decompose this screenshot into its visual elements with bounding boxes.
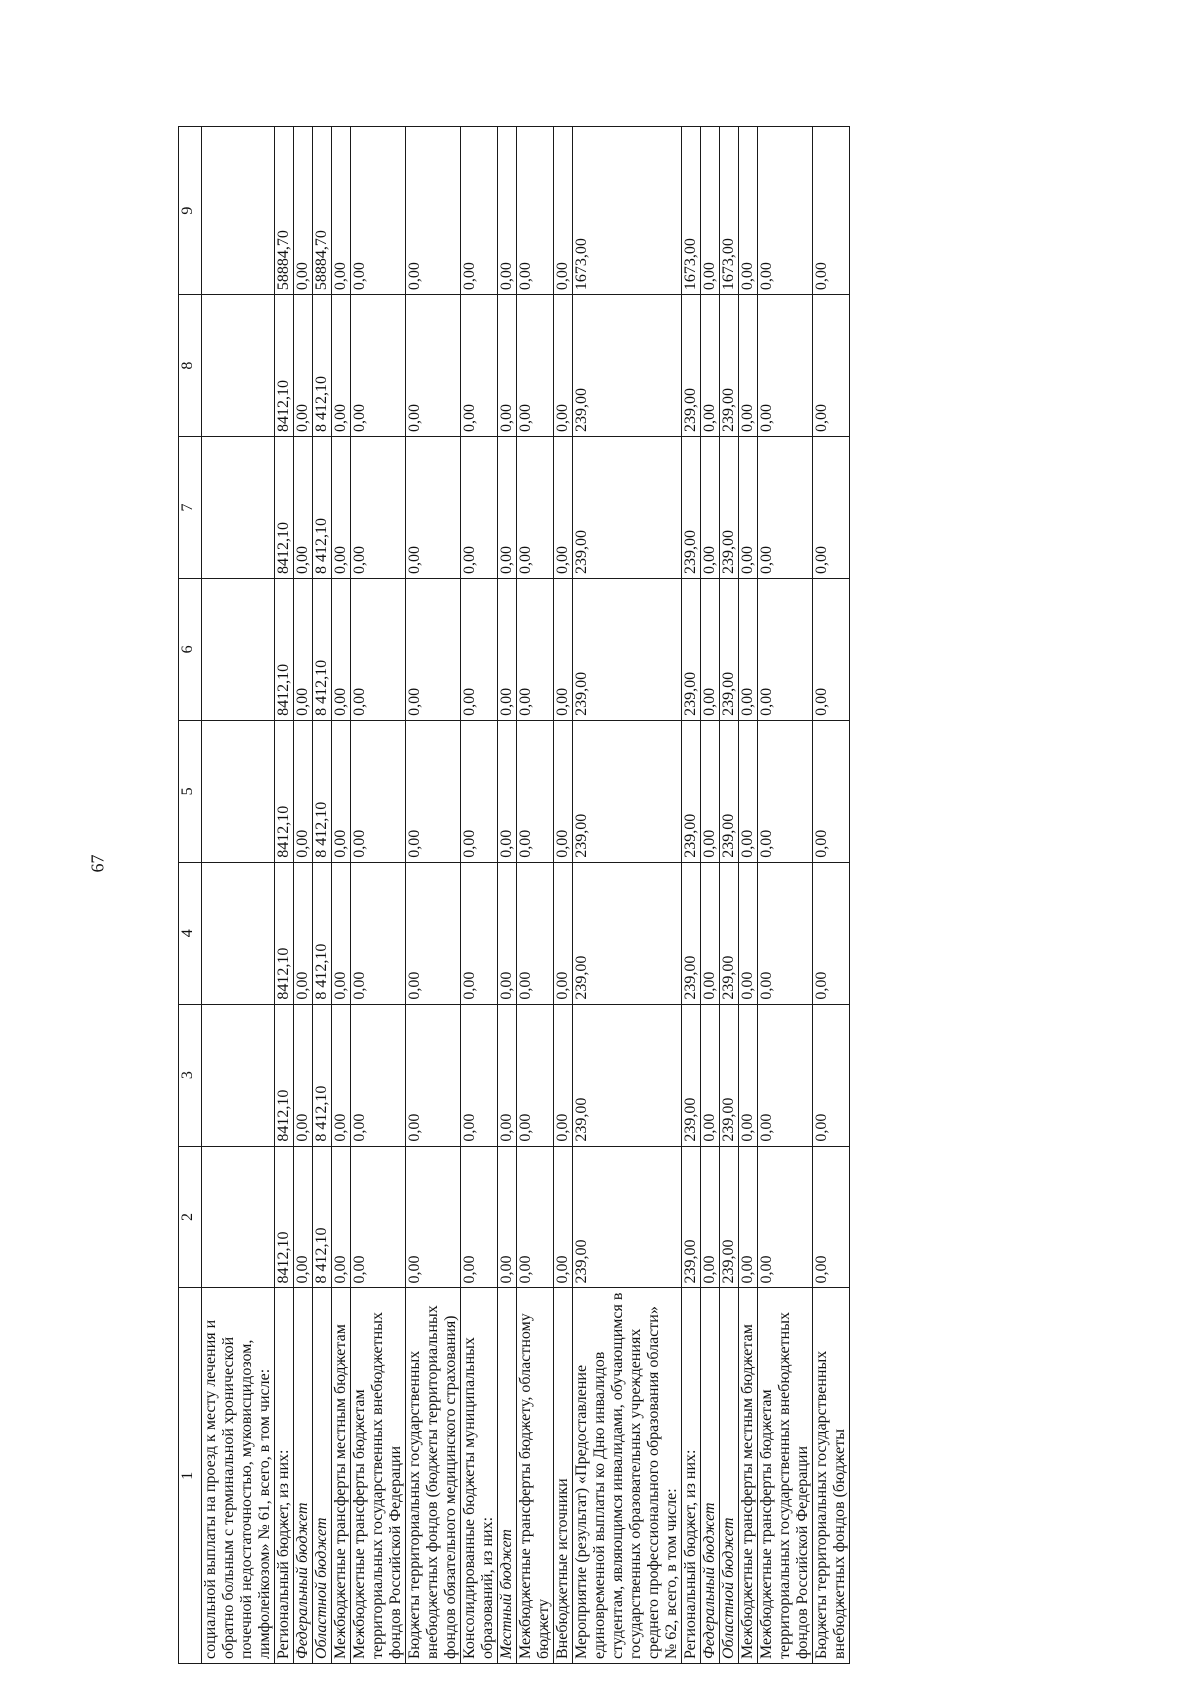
header-row (179, 127, 202, 1664)
column-header: 4 (179, 862, 202, 1004)
value-cell: 8 412,10 (313, 720, 332, 862)
value-cell: 239,00 (573, 578, 682, 720)
table-row (313, 127, 332, 1664)
value-cell: 0,00 (461, 295, 498, 437)
row-label: Межбюджетные трансферты бюджетам территориальных государственных внебюджетных фондов Российской Федерации (758, 1288, 813, 1664)
value-cell: 8412,10 (275, 437, 294, 579)
value-cell: 0,00 (813, 437, 850, 579)
table-row (461, 127, 498, 1664)
column-header: 1 (179, 1288, 202, 1664)
value-cell: 8 412,10 (313, 437, 332, 579)
value-cell: 0,00 (758, 578, 813, 720)
value-cell: 0,00 (406, 437, 461, 579)
value-cell: 0,00 (758, 862, 813, 1004)
value-cell: 0,00 (554, 1146, 573, 1288)
value-cell: 0,00 (701, 720, 720, 862)
value-cell: 0,00 (517, 862, 554, 1004)
value-cell: 0,00 (517, 295, 554, 437)
row-label: Межбюджетные трансферты местным бюджетам (332, 1288, 351, 1664)
value-cell: 0,00 (517, 437, 554, 579)
value-cell: 0,00 (739, 295, 758, 437)
value-cell: 0,00 (517, 578, 554, 720)
value-cell: 0,00 (758, 720, 813, 862)
value-cell: 0,00 (498, 720, 517, 862)
value-cell (202, 437, 275, 579)
value-cell: 1673,00 (573, 127, 682, 295)
value-cell: 239,00 (720, 720, 739, 862)
budget-table (178, 126, 850, 1664)
value-cell: 239,00 (682, 578, 701, 720)
value-cell: 239,00 (720, 862, 739, 1004)
value-cell: 0,00 (498, 127, 517, 295)
value-cell: 0,00 (739, 1004, 758, 1146)
value-cell: 0,00 (461, 862, 498, 1004)
row-label: Внебюджетные источники (554, 1288, 573, 1664)
value-cell: 0,00 (554, 437, 573, 579)
value-cell: 0,00 (517, 720, 554, 862)
value-cell (202, 1004, 275, 1146)
value-cell: 8412,10 (275, 862, 294, 1004)
value-cell (202, 578, 275, 720)
table-row (351, 127, 406, 1664)
column-header: 5 (179, 720, 202, 862)
value-cell: 239,00 (720, 295, 739, 437)
value-cell: 0,00 (461, 1146, 498, 1288)
value-cell: 0,00 (758, 295, 813, 437)
column-header: 2 (179, 1146, 202, 1288)
value-cell: 0,00 (351, 578, 406, 720)
table-row (701, 127, 720, 1664)
value-cell: 8412,10 (275, 1004, 294, 1146)
value-cell: 0,00 (554, 127, 573, 295)
value-cell: 239,00 (682, 1146, 701, 1288)
value-cell: 239,00 (573, 1004, 682, 1146)
table-row (406, 127, 461, 1664)
value-cell: 0,00 (461, 1004, 498, 1146)
value-cell: 239,00 (682, 720, 701, 862)
value-cell: 58884,70 (275, 127, 294, 295)
value-cell: 239,00 (682, 1004, 701, 1146)
value-cell: 0,00 (461, 720, 498, 862)
table-row (517, 127, 554, 1664)
value-cell: 0,00 (498, 1004, 517, 1146)
value-cell: 0,00 (739, 437, 758, 579)
value-cell: 8 412,10 (313, 1146, 332, 1288)
value-cell (202, 862, 275, 1004)
value-cell: 0,00 (351, 1004, 406, 1146)
value-cell: 239,00 (720, 1146, 739, 1288)
value-cell: 8 412,10 (313, 862, 332, 1004)
value-cell: 0,00 (758, 1004, 813, 1146)
value-cell: 0,00 (701, 295, 720, 437)
value-cell: 0,00 (294, 127, 313, 295)
value-cell: 0,00 (554, 862, 573, 1004)
value-cell: 0,00 (332, 1146, 351, 1288)
row-label: Мероприятие (результат) «Предоставление единовременной выплаты ко Дню инвалидов студентам, являющимся инвалидами, обучающимся в государственных образовательных учреждениях среднего профессионального образования области» № 62, всего, в том числе: (573, 1288, 682, 1664)
row-label: Межбюджетные трансферты бюджетам территориальных государственных внебюджетных фондов Российской Федерации (351, 1288, 406, 1664)
value-cell: 0,00 (554, 295, 573, 437)
value-cell: 0,00 (332, 862, 351, 1004)
value-cell: 0,00 (406, 862, 461, 1004)
row-label: Региональный бюджет, из них: (275, 1288, 294, 1664)
table-row (294, 127, 313, 1664)
value-cell (202, 295, 275, 437)
value-cell: 8412,10 (275, 1146, 294, 1288)
table-row (682, 127, 701, 1664)
value-cell: 0,00 (813, 578, 850, 720)
value-cell: 0,00 (701, 127, 720, 295)
value-cell: 8 412,10 (313, 578, 332, 720)
row-label: Межбюджетные трансферты бюджету, областному бюджету (517, 1288, 554, 1664)
value-cell: 0,00 (498, 1146, 517, 1288)
value-cell: 0,00 (701, 1004, 720, 1146)
table-row (554, 127, 573, 1664)
value-cell: 0,00 (294, 437, 313, 579)
value-cell: 8 412,10 (313, 1004, 332, 1146)
table-row (758, 127, 813, 1664)
value-cell: 0,00 (701, 578, 720, 720)
value-cell: 0,00 (739, 862, 758, 1004)
value-cell: 0,00 (554, 1004, 573, 1146)
table-row (332, 127, 351, 1664)
column-header: 7 (179, 437, 202, 579)
row-label: Консолидированные бюджеты муниципальных образований, из них: (461, 1288, 498, 1664)
table-header (179, 127, 202, 1664)
row-label: Федеральный бюджет (701, 1288, 720, 1664)
row-label: Федеральный бюджет (294, 1288, 313, 1664)
value-cell: 0,00 (406, 1146, 461, 1288)
row-label: Межбюджетные трансферты местным бюджетам (739, 1288, 758, 1664)
value-cell: 0,00 (758, 1146, 813, 1288)
value-cell (202, 127, 275, 295)
column-header: 8 (179, 295, 202, 437)
table-row (275, 127, 294, 1664)
row-label: Бюджеты территориальных государственных внебюджетных фондов (бюджеты (813, 1288, 850, 1664)
column-header: 3 (179, 1004, 202, 1146)
value-cell: 239,00 (720, 437, 739, 579)
value-cell: 0,00 (294, 1004, 313, 1146)
value-cell: 0,00 (498, 437, 517, 579)
table-row (720, 127, 739, 1664)
value-cell: 0,00 (351, 1146, 406, 1288)
value-cell: 0,00 (351, 127, 406, 295)
value-cell: 0,00 (332, 437, 351, 579)
value-cell: 8412,10 (275, 720, 294, 862)
value-cell: 0,00 (332, 578, 351, 720)
value-cell: 0,00 (758, 127, 813, 295)
value-cell: 0,00 (517, 1004, 554, 1146)
value-cell: 0,00 (461, 437, 498, 579)
value-cell: 0,00 (351, 295, 406, 437)
value-cell: 0,00 (554, 578, 573, 720)
value-cell: 8412,10 (275, 578, 294, 720)
value-cell: 0,00 (498, 862, 517, 1004)
value-cell: 0,00 (294, 578, 313, 720)
column-header: 6 (179, 578, 202, 720)
value-cell: 0,00 (332, 127, 351, 295)
value-cell: 0,00 (739, 720, 758, 862)
value-cell: 0,00 (294, 720, 313, 862)
table-row (573, 127, 682, 1664)
table-body (202, 127, 850, 1664)
value-cell: 0,00 (351, 437, 406, 579)
value-cell: 239,00 (682, 295, 701, 437)
table-row (498, 127, 517, 1664)
value-cell: 0,00 (758, 437, 813, 579)
value-cell: 0,00 (701, 862, 720, 1004)
value-cell: 239,00 (573, 295, 682, 437)
row-label: Региональный бюджет, из них: (682, 1288, 701, 1664)
value-cell: 0,00 (739, 127, 758, 295)
value-cell: 239,00 (573, 720, 682, 862)
value-cell: 1673,00 (720, 127, 739, 295)
value-cell: 0,00 (517, 1146, 554, 1288)
value-cell: 0,00 (294, 862, 313, 1004)
value-cell: 0,00 (406, 127, 461, 295)
value-cell: 1673,00 (682, 127, 701, 295)
value-cell: 58884,70 (313, 127, 332, 295)
row-label: Областной бюджет (313, 1288, 332, 1664)
value-cell: 0,00 (498, 578, 517, 720)
value-cell: 0,00 (294, 295, 313, 437)
value-cell: 0,00 (813, 1004, 850, 1146)
row-label: Областной бюджет (720, 1288, 739, 1664)
value-cell: 239,00 (682, 437, 701, 579)
value-cell: 0,00 (461, 127, 498, 295)
value-cell: 0,00 (813, 127, 850, 295)
value-cell: 239,00 (573, 862, 682, 1004)
value-cell: 0,00 (813, 1146, 850, 1288)
value-cell: 0,00 (351, 720, 406, 862)
value-cell: 0,00 (813, 862, 850, 1004)
value-cell: 0,00 (498, 295, 517, 437)
value-cell: 8 412,10 (313, 295, 332, 437)
column-header: 9 (179, 127, 202, 295)
rotated-page-content (178, 126, 1200, 1664)
value-cell: 0,00 (351, 862, 406, 1004)
value-cell: 0,00 (406, 295, 461, 437)
value-cell: 0,00 (813, 295, 850, 437)
value-cell: 0,00 (461, 578, 498, 720)
value-cell: 0,00 (332, 720, 351, 862)
value-cell: 0,00 (517, 127, 554, 295)
value-cell: 0,00 (406, 720, 461, 862)
value-cell: 0,00 (332, 295, 351, 437)
row-label: Бюджеты территориальных государственных внебюджетных фондов (бюджеты территориальных фондов обязательного медицинского страхования) (406, 1288, 461, 1664)
value-cell: 0,00 (332, 1004, 351, 1146)
value-cell: 239,00 (573, 1146, 682, 1288)
row-label: социальной выплаты на проезд к месту лечения и обратно больным с терминальной хронической почечной недостаточностью, муковисцидозом, лимфолейкозом» № 61, всего, в том числе: (202, 1288, 275, 1664)
value-cell: 239,00 (720, 1004, 739, 1146)
table-row (202, 127, 275, 1664)
value-cell: 0,00 (739, 578, 758, 720)
value-cell: 0,00 (739, 1146, 758, 1288)
value-cell: 0,00 (294, 1146, 313, 1288)
table-row (813, 127, 850, 1664)
value-cell: 0,00 (554, 720, 573, 862)
value-cell (202, 1146, 275, 1288)
value-cell: 239,00 (720, 578, 739, 720)
value-cell: 0,00 (701, 437, 720, 579)
page-number: 67 (87, 854, 108, 873)
row-label: Местный бюджет (498, 1288, 517, 1664)
table-row (739, 127, 758, 1664)
value-cell (202, 720, 275, 862)
value-cell: 8412,10 (275, 295, 294, 437)
value-cell: 0,00 (406, 578, 461, 720)
value-cell: 0,00 (813, 720, 850, 862)
value-cell: 239,00 (682, 862, 701, 1004)
value-cell: 0,00 (406, 1004, 461, 1146)
value-cell: 0,00 (701, 1146, 720, 1288)
value-cell: 239,00 (573, 437, 682, 579)
